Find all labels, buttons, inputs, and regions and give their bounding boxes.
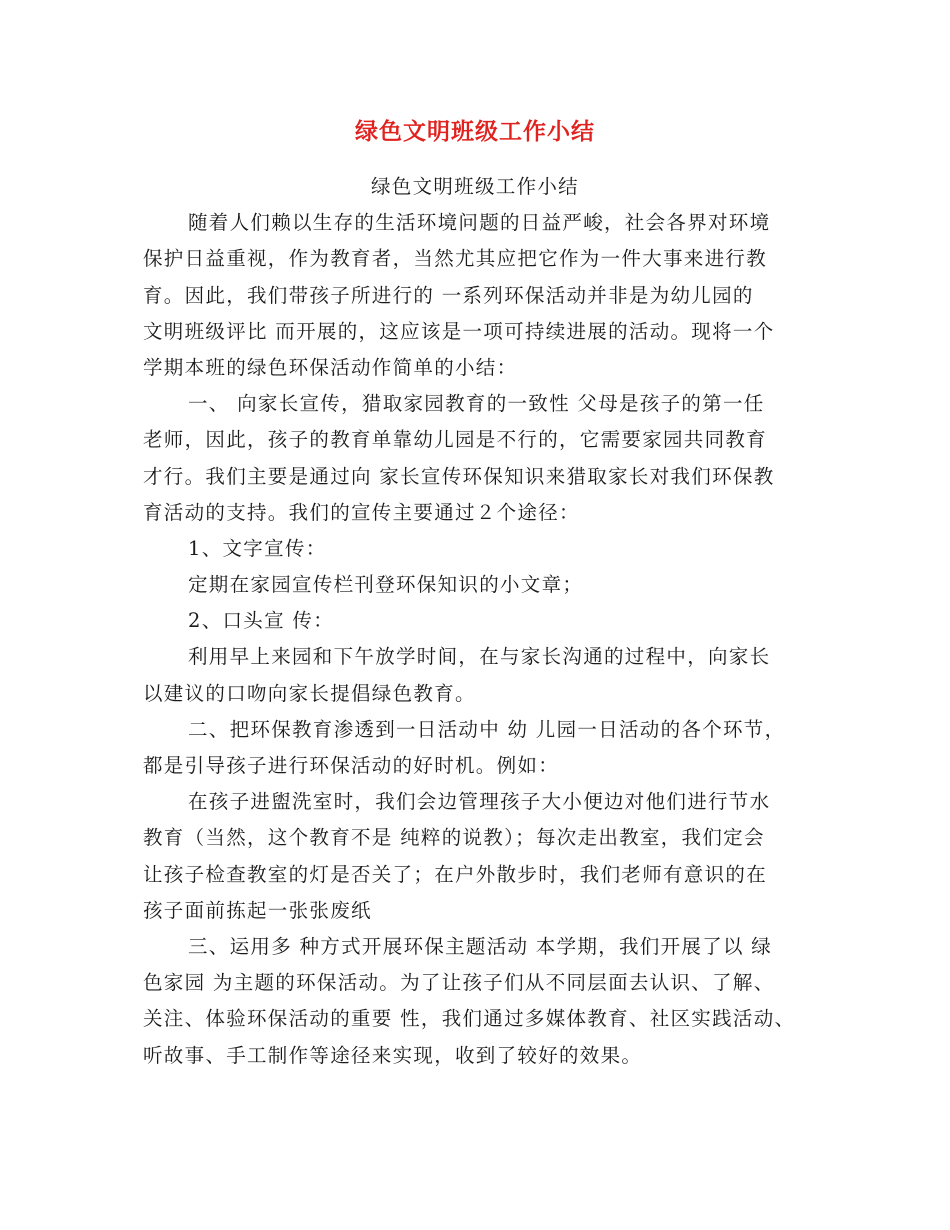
paragraph-line: 学期本班的绿色环保活动作简单的小结： — [143, 355, 518, 379]
paragraph-line: 老师，因此，孩子的教育单靠幼儿园是不行的，它需要家园共同教育 — [143, 428, 768, 452]
paragraph-line: 育活动的支持。我们的宣传主要通过２个途径： — [143, 500, 580, 524]
paragraph-line: 才行。我们主要是通过向 家长宣传环保知识来猎取家长对我们环保教 — [143, 464, 775, 488]
paragraph-line: 保护日益重视，作为教育者，当然尤其应把它作为一件大事来进行教 — [143, 247, 768, 271]
section-heading-line: 一、 向家长宣传，猎取家园教育的一致性 父母是孩子的第一任 — [188, 392, 765, 416]
paragraph-line: 教育（当然，这个教育不是 纯粹的说教）；每次走出教室，我们定会 — [143, 826, 765, 850]
paragraph-line: 在孩子进盥洗室时，我们会边管理孩子大小便边对他们进行节水 — [188, 790, 771, 814]
section-heading-line: 二、把环保教育渗透到一日活动中 幼 儿园一日活动的各个环节， — [188, 717, 786, 741]
paragraph-line: 定期在家园宣传栏刊登环保知识的小文章； — [188, 573, 584, 597]
paragraph-line: 文明班级评比 而开展的，这应该是一项可持续进展的活动。现将一个 — [143, 319, 775, 343]
paragraph-line: 听故事、手工制作等途径来实现，收到了较好的效果。 — [143, 1043, 643, 1067]
paragraph-line: 色家园 为主题的环保活动。为了让孩子们从不同层面去认识、了解、 — [143, 971, 775, 995]
paragraph-line: 都是引导孩子进行环保活动的好时机。例如： — [143, 754, 560, 777]
paragraph-line: 让孩子检查教室的灯是否关了；在户外散步时，我们老师有意识的在 — [143, 862, 768, 886]
paragraph-line: 以建议的口吻向家长提倡绿色教育。 — [143, 681, 476, 705]
document-title: 绿色文明班级工作小结 — [355, 119, 595, 145]
section-heading-line: 三、运用多 种方式开展环保主题活动 本学期，我们开展了以 绿 — [188, 934, 773, 958]
paragraph-line: 利用早上来园和下午放学时间，在与家长沟通的过程中，向家长 — [188, 645, 771, 669]
document-subtitle: 绿色文明班级工作小结 — [370, 175, 579, 198]
list-item-heading: 1、文字宣传： — [188, 536, 327, 560]
document-body — [143, 169, 823, 1074]
paragraph-line: 关注、体验环保活动的重要 性，我们通过多媒体教育、社区实践活动、 — [143, 1007, 796, 1031]
paragraph-line: 孩子面前拣起一张张废纸 — [143, 898, 372, 922]
paragraph-line: 育。因此，我们带孩子所进行的 一系列环保活动并非是为幼儿园的 — [143, 283, 754, 307]
paragraph-line: 随着人们赖以生存的生活环境问题的日益严峻，社会各界对环境 — [188, 211, 771, 235]
list-item-heading: 2、口头宣 传： — [188, 609, 335, 633]
